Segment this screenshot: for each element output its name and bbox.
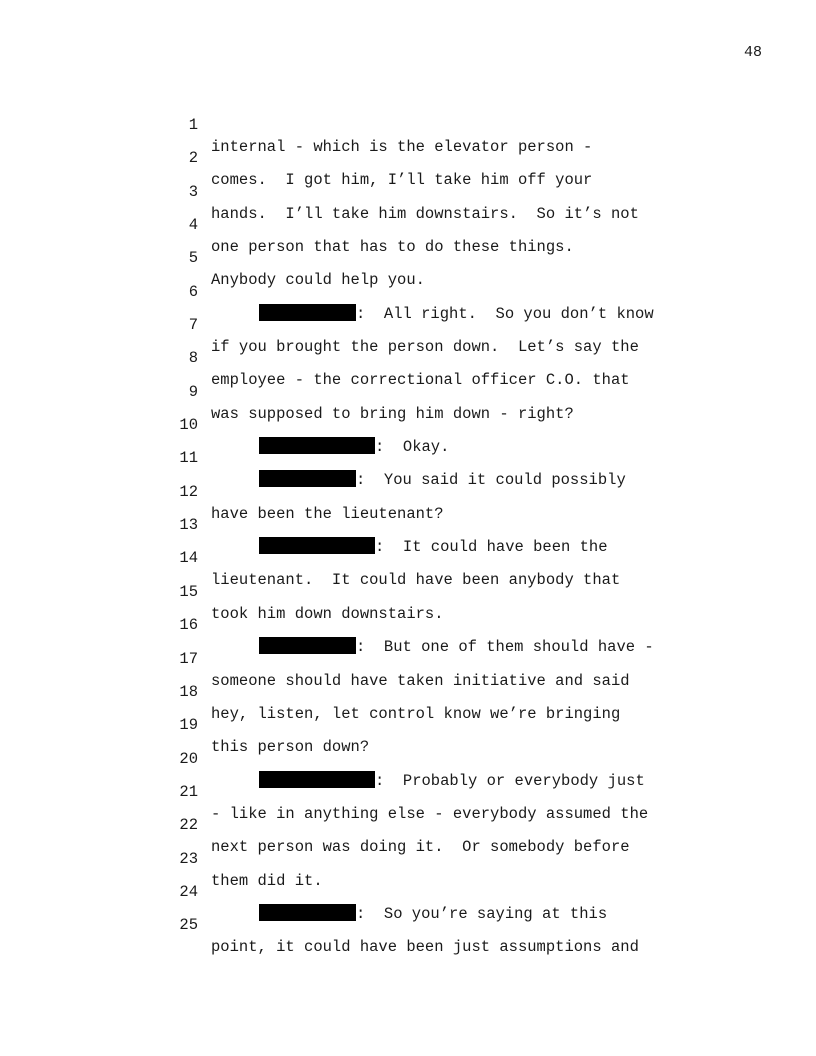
line-number: 5 xyxy=(188,249,198,268)
line-text: this person down? xyxy=(211,738,370,757)
line-number: 3 xyxy=(188,182,198,201)
line-number: 17 xyxy=(179,649,198,668)
line-number: 14 xyxy=(179,549,198,568)
line-number: 6 xyxy=(188,282,198,301)
line-number: 21 xyxy=(179,782,198,801)
transcript-line xyxy=(0,159,816,223)
line-number: 24 xyxy=(179,882,198,901)
line-text: employee - the correctional officer C.O. that xyxy=(211,371,630,390)
transcript-line xyxy=(0,826,816,890)
line-number: 22 xyxy=(179,816,198,835)
line-text: have been the lieutenant? xyxy=(211,504,444,523)
line-number: 11 xyxy=(179,449,198,468)
transcript-line xyxy=(0,792,816,857)
line-number: 16 xyxy=(179,616,198,635)
line-number: 7 xyxy=(188,316,198,335)
line-text: next person was doing it. Or somebody before xyxy=(211,838,630,857)
line-number: 18 xyxy=(179,682,198,701)
line-text: hey, listen, let control know we’re bringing xyxy=(211,704,621,723)
transcript-line xyxy=(0,225,816,290)
line-text: if you brought the person down. Let’s say the xyxy=(211,338,639,357)
transcript-line xyxy=(0,192,816,257)
transcript-line xyxy=(0,859,816,923)
transcript-body xyxy=(0,92,816,957)
line-number: 9 xyxy=(188,382,198,401)
line-text: : It could have been the xyxy=(375,538,608,557)
transcript-line xyxy=(0,425,816,490)
line-text: - like in anything else - everybody assumed the xyxy=(211,804,649,823)
line-text: took him down downstairs. xyxy=(211,604,444,623)
line-number: 2 xyxy=(188,149,198,168)
line-text: point, it could have been just assumptions and xyxy=(211,938,639,957)
line-number: 19 xyxy=(179,716,198,735)
line-text: : Probably or everybody just xyxy=(375,771,645,790)
page-number: 48 xyxy=(743,44,762,61)
line-text: someone should have taken initiative and said xyxy=(211,671,630,690)
line-number: 8 xyxy=(188,349,198,368)
line-text: them did it. xyxy=(211,871,323,890)
line-text: : You said it could possibly xyxy=(356,471,626,490)
transcript-line xyxy=(0,626,816,690)
transcript-line xyxy=(0,659,816,723)
line-text: : All right. So you don’t know xyxy=(356,304,654,323)
transcript-line xyxy=(0,125,816,190)
transcript-line xyxy=(0,525,816,590)
transcript-line xyxy=(0,759,816,823)
line-text: was supposed to bring him down - right? xyxy=(211,404,574,423)
line-number: 13 xyxy=(179,516,198,535)
transcript-line xyxy=(0,359,816,423)
line-number: 12 xyxy=(179,482,198,501)
line-text: Anybody could help you. xyxy=(211,271,425,290)
transcript-line xyxy=(0,492,816,557)
line-number: 20 xyxy=(179,749,198,768)
line-number: 23 xyxy=(179,849,198,868)
line-text: : Okay. xyxy=(375,438,450,457)
transcript-line xyxy=(0,92,816,156)
transcript-line xyxy=(0,692,816,757)
line-text: lieutenant. It could have been anybody that xyxy=(211,571,621,590)
line-number: 10 xyxy=(179,416,198,435)
transcript-line xyxy=(0,292,816,357)
line-text: one person that has to do these things. xyxy=(211,238,574,257)
transcript-line xyxy=(0,392,816,457)
transcript-line xyxy=(0,325,816,390)
line-text: comes. I got him, I’ll take him off your xyxy=(211,171,593,190)
line-number: 4 xyxy=(188,216,198,235)
line-text: hands. I’ll take him downstairs. So it’s not xyxy=(211,204,639,223)
line-number: 15 xyxy=(179,582,198,601)
line-number: 1 xyxy=(188,116,198,134)
transcript-line xyxy=(0,559,816,623)
transcript-line xyxy=(0,892,816,957)
transcript-line xyxy=(0,459,816,523)
line-text: internal - which is the elevator person - xyxy=(211,138,593,156)
line-text: : So you’re saying at this xyxy=(356,904,608,923)
transcript-line xyxy=(0,592,816,657)
line-number: 25 xyxy=(179,916,198,935)
line-text: : But one of them should have - xyxy=(356,638,654,657)
transcript-line xyxy=(0,726,816,790)
transcript-line xyxy=(0,259,816,323)
